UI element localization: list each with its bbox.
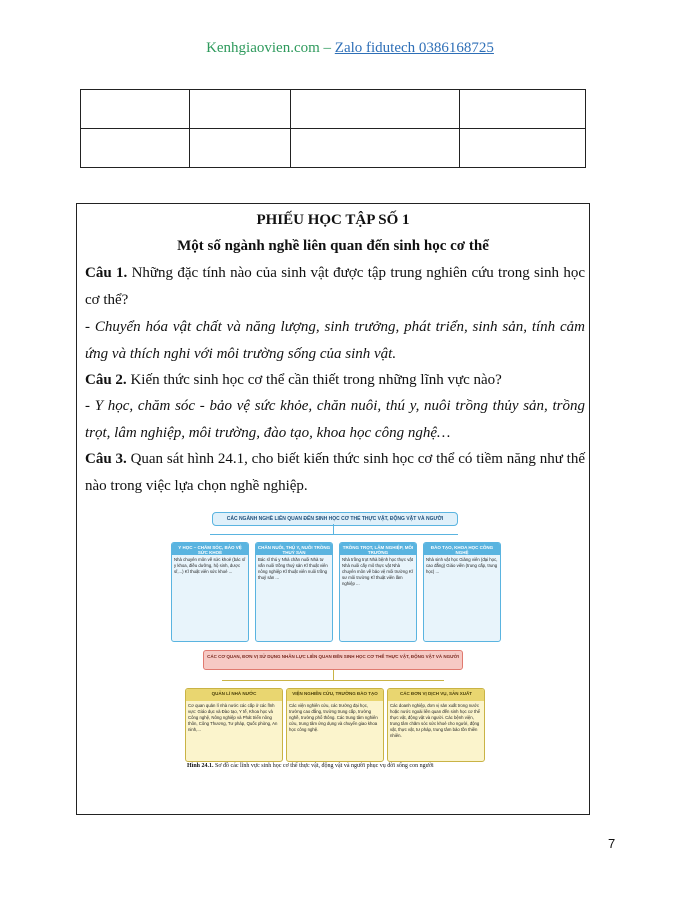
field-column-head: ĐÀO TẠO, KHOA HỌC CÔNG NGHỆ <box>424 543 500 555</box>
figure-middle-title: CÁC CƠ QUAN, ĐƠN VỊ SỬ DỤNG NHÂN LỰC LIÊN QUAN ĐẾN SINH HỌC CƠ THỂ THỰC VẬT, ĐỘNG VẬT VÀ NGƯỜI <box>203 650 463 670</box>
worksheet-card <box>76 203 590 815</box>
question-2-text: Kiến thức sinh học cơ thể cần thiết trong những lĩnh vực nào? <box>126 372 502 388</box>
table-cell <box>291 129 460 168</box>
question-2-label: Câu 2. <box>85 372 127 388</box>
answer-2: - Y học, chăm sóc - bảo vệ sức khỏe, chăn nuôi, thú y, nuôi trồng thủy sản, trồng trọt, lâm nghiệp, môi trường, đào tạo, khoa học công nghệ… <box>85 398 585 441</box>
table-cell <box>81 129 190 168</box>
field-column-head: CHĂN NUÔI, THÚ Y, NUÔI TRỒNG THUỶ SẢN <box>257 545 331 555</box>
table-row <box>81 90 586 129</box>
field-column-body: Nhà trồng trọt Nhà bệnh học thực vật Nhà nuôi cấy mô thực vật Nhà chuyên môn về bảo vệ môi trường Kĩ sư môi trường Kĩ thuật viên lâm nghiệp ... <box>342 557 413 586</box>
org-box-body: Cơ quan quản lí nhà nước các cấp ở các lĩnh vực: Giáo dục và Đào tạo, Y tế, Khoa học và Công nghệ, Nông nghiệp và Phát triển nông thôn, Công Thương, Tư pháp, Quốc phòng, An ninh,... <box>188 703 278 732</box>
connector-line <box>222 680 444 681</box>
table-cell <box>190 90 291 129</box>
org-box-body: Các doanh nghiệp, đơn vị sản xuất trong nước hoặc nước ngoài liên quan đến sinh học cơ thể thực vật, động vật và người. Các bệnh viện, trung tâm chăm sóc sức khoẻ cho người, động vật, thực vật, tư pháp, trung tâm bảo tồn thiên nhiên. <box>390 703 480 738</box>
page-number: 7 <box>608 836 616 851</box>
field-column-body: Nhà chuyên môn về sức khoẻ (bác sĩ y khoa, điều dưỡng, hộ sinh, dược sĩ,...) Kĩ thuật viên sức khoẻ ... <box>174 557 246 574</box>
question-3 <box>85 446 585 500</box>
figure-caption-label: Hình 24.1. <box>187 763 214 769</box>
page-header <box>0 40 700 57</box>
field-column-body: Nhà sinh vật học Giảng viên (đại học, cao đẳng) Giáo viên (trung cấp, trung học) ... <box>426 557 498 574</box>
answer-1: - Chuyển hóa vật chất và năng lượng, sinh trưởng, phát triển, sinh sản, tính cảm ứng và thích nghi với môi trường sống của sinh vật. <box>85 319 585 362</box>
table-cell <box>190 129 291 168</box>
org-box-body: Các viện nghiên cứu, các trường đại học, trường cao đẳng, trường trung cấp, trường nghề, trường phổ thông. Các trung tâm nghiên cứu, trung tâm ứng dụng và chuyển giao khoa học công nghệ. <box>289 703 378 732</box>
question-2 <box>85 367 585 394</box>
header-separator: – <box>319 40 335 56</box>
table-cell <box>460 90 586 129</box>
connector-line <box>210 534 458 535</box>
table-cell <box>81 90 190 129</box>
org-box-head: VIỆN NGHIÊN CỨU, TRƯỜNG ĐÀO TẠO <box>287 689 383 701</box>
question-3-label: Câu 3. <box>85 451 127 467</box>
figure-top-title: CÁC NGÀNH NGHỀ LIÊN QUAN ĐẾN SINH HỌC CƠ THỂ THỰC VẬT, ĐỘNG VẬT VÀ NGƯỜI <box>212 512 458 526</box>
question-3-text: Quan sát hình 24.1, cho biết kiến thức sinh học cơ thể có tiềm năng như thế nào trong việc lựa chọn nghề nghiệp. <box>85 451 585 494</box>
question-1-text: Những đặc tính nào của sinh vật được tập trung nghiên cứu trong sinh học cơ thể? <box>85 265 585 308</box>
zalo-link[interactable]: Zalo fidutech 0386168725 <box>334 40 494 56</box>
field-column-agriculture <box>339 542 417 642</box>
table-row <box>81 129 586 168</box>
field-column-head: TRỒNG TRỌT, LÂM NGHIỆP, MÔI TRƯỜNG <box>340 543 416 555</box>
field-column-education <box>423 542 501 642</box>
site-link[interactable]: Kenhgiaovien.com <box>206 40 320 56</box>
empty-table <box>80 89 586 168</box>
table-cell <box>291 90 460 129</box>
figure-caption-text: Sơ đồ các lĩnh vực sinh học cơ thể thực vật, động vật và người phục vụ đời sống con người <box>213 763 434 769</box>
org-box-government <box>185 688 283 762</box>
field-column-body: Bác sĩ thú y Nhà chăn nuôi Nhà tư vấn nuôi trồng thuỷ sản Kĩ thuật viên nông nghiệp Kĩ thuật viên nuôi trồng thuỷ sản ... <box>258 557 328 580</box>
org-box-head: QUẢN LÍ NHÀ NƯỚC <box>186 689 282 701</box>
worksheet-title: PHIẾU HỌC TẬP SỐ 1 <box>256 212 410 228</box>
figure-caption <box>187 763 667 769</box>
field-column-livestock <box>255 542 333 642</box>
connector-line <box>333 524 334 534</box>
field-column-medicine <box>171 542 249 642</box>
worksheet-subtitle: Một số ngành nghề liên quan đến sinh học cơ thể <box>177 238 489 254</box>
table-cell <box>460 129 586 168</box>
field-column-head: Y HỌC – CHĂM SÓC, BẢO VỆ SỨC KHOẺ <box>172 543 248 555</box>
org-box-research <box>286 688 384 762</box>
connector-line <box>333 670 334 680</box>
question-1-label: Câu 1. <box>85 265 128 281</box>
question-1 <box>85 260 585 314</box>
org-box-head: CÁC ĐƠN VỊ DỊCH VỤ, SẢN XUẤT <box>388 689 484 701</box>
org-box-services <box>387 688 485 762</box>
